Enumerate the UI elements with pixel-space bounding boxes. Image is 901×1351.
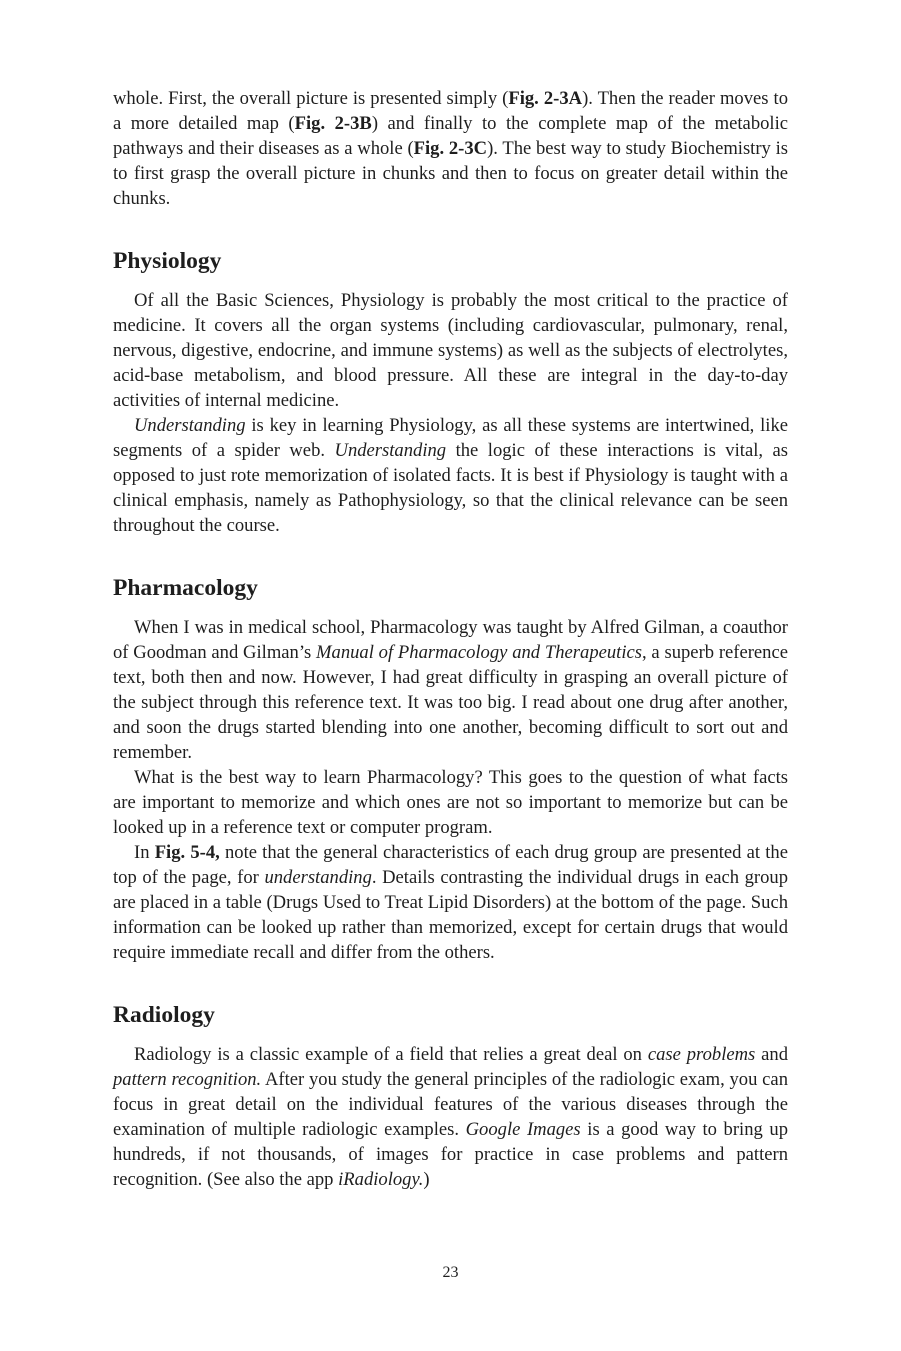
pharmacology-paragraph-3 <box>113 840 788 965</box>
italic-text-run: iRadiology. <box>338 1169 424 1190</box>
text-run: What is the best way to learn Pharmacology? This goes to the question of what facts are important to memorize and which ones are not so important to memorize but can be looked up in a reference text or computer program. <box>113 767 788 838</box>
text-run: note that the general characteristics of each drug group are presented at the top of the page, for <box>113 842 788 888</box>
text-run: and <box>755 1044 789 1065</box>
text-run: whole. First, the overall picture is presented simply ( <box>113 88 509 109</box>
text-run: , a superb reference text, both then and now. However, I had great difficulty in grasping an overall picture of the subject through this reference text. It was too big. I read about one drug after another, and soon the drugs started blending into one another, becoming difficult to sort out and remember. <box>113 642 788 763</box>
italic-text-run: Understanding <box>134 415 246 436</box>
italic-text-run: case problems <box>647 1044 756 1065</box>
text-run: Radiology is a classic example of a field that relies a great deal on <box>134 1044 648 1065</box>
text-run: In <box>134 842 155 863</box>
italic-text-run: Understanding <box>334 440 447 461</box>
text-run: is key in learning Physiology, as all these systems are intertwined, like segments of a spider web. <box>113 415 788 461</box>
text-run: ) and finally to the complete map of the metabolic pathways and their diseases as a whole ( <box>113 113 788 159</box>
section-heading-physiology: Physiology <box>113 248 222 274</box>
text-run: is a good way to bring up hundreds, if not thousands, of images for practice in case problems and pattern recognition. (See also the app <box>113 1119 788 1190</box>
intro-paragraph <box>113 86 788 211</box>
bold-text-run: Fig. 2-3A <box>508 88 583 109</box>
section-heading-radiology: Radiology <box>113 1002 215 1028</box>
text-run: When I was in medical school, Pharmacology was taught by Alfred Gilman, a coauthor of Goodman and Gilman’s <box>113 617 788 663</box>
pharmacology-paragraph-2 <box>113 765 788 840</box>
page-number: 23 <box>442 1264 459 1281</box>
physiology-paragraph-2 <box>113 413 788 538</box>
text-run: ). Then the reader moves to a more detailed map ( <box>113 88 788 134</box>
text-run: After you study the general principles of the radiologic exam, you can focus in great detail on the individual features of the various diseases through the examination of multiple radiologic examples. <box>113 1069 788 1140</box>
bold-text-run: Fig. 5-4, <box>154 842 220 863</box>
page-body <box>113 86 788 1192</box>
section-heading-pharmacology: Pharmacology <box>113 575 258 601</box>
radiology-paragraph-1 <box>113 1042 788 1192</box>
italic-text-run: Manual of Pharmacology and Therapeutics <box>316 642 642 663</box>
pharmacology-paragraph-1 <box>113 615 788 765</box>
text-run: . Details contrasting the individual drugs in each group are placed in a table (Drugs Used to Treat Lipid Disorders) at the bottom of the page. Such information can be looked up rather than memorized, except for certain drugs that would require immediate recall and differ from the others. <box>113 867 788 963</box>
text-run: ). The best way to study Biochemistry is to first grasp the overall picture in chunks and then to focus on greater detail within the chunks. <box>113 138 788 209</box>
physiology-paragraph-1 <box>113 288 788 413</box>
bold-text-run: Fig. 2-3B <box>294 113 372 134</box>
italic-text-run: understanding <box>264 867 372 888</box>
text-run: ) <box>423 1169 430 1190</box>
text-run: Of all the Basic Sciences, Physiology is probably the most critical to the practice of medicine. It covers all the organ systems (including cardiovascular, pulmonary, renal, nervous, digestive, endocrine, and immune systems) as well as the subjects of electrolytes, acid-base metabolism, and blood pressure. All these are integral in the day-to-day activities of internal medicine. <box>113 290 788 411</box>
bold-text-run: Fig. 2-3C <box>413 138 488 159</box>
italic-text-run: Google Images <box>465 1119 581 1140</box>
text-run: the logic of these interactions is vital, as opposed to just rote memorization of isolated facts. It is best if Physiology is taught with a clinical emphasis, namely as Pathophysiology, so that the clinical relevance can be seen throughout the course. <box>113 440 788 536</box>
italic-text-run: pattern recognition. <box>113 1069 262 1090</box>
